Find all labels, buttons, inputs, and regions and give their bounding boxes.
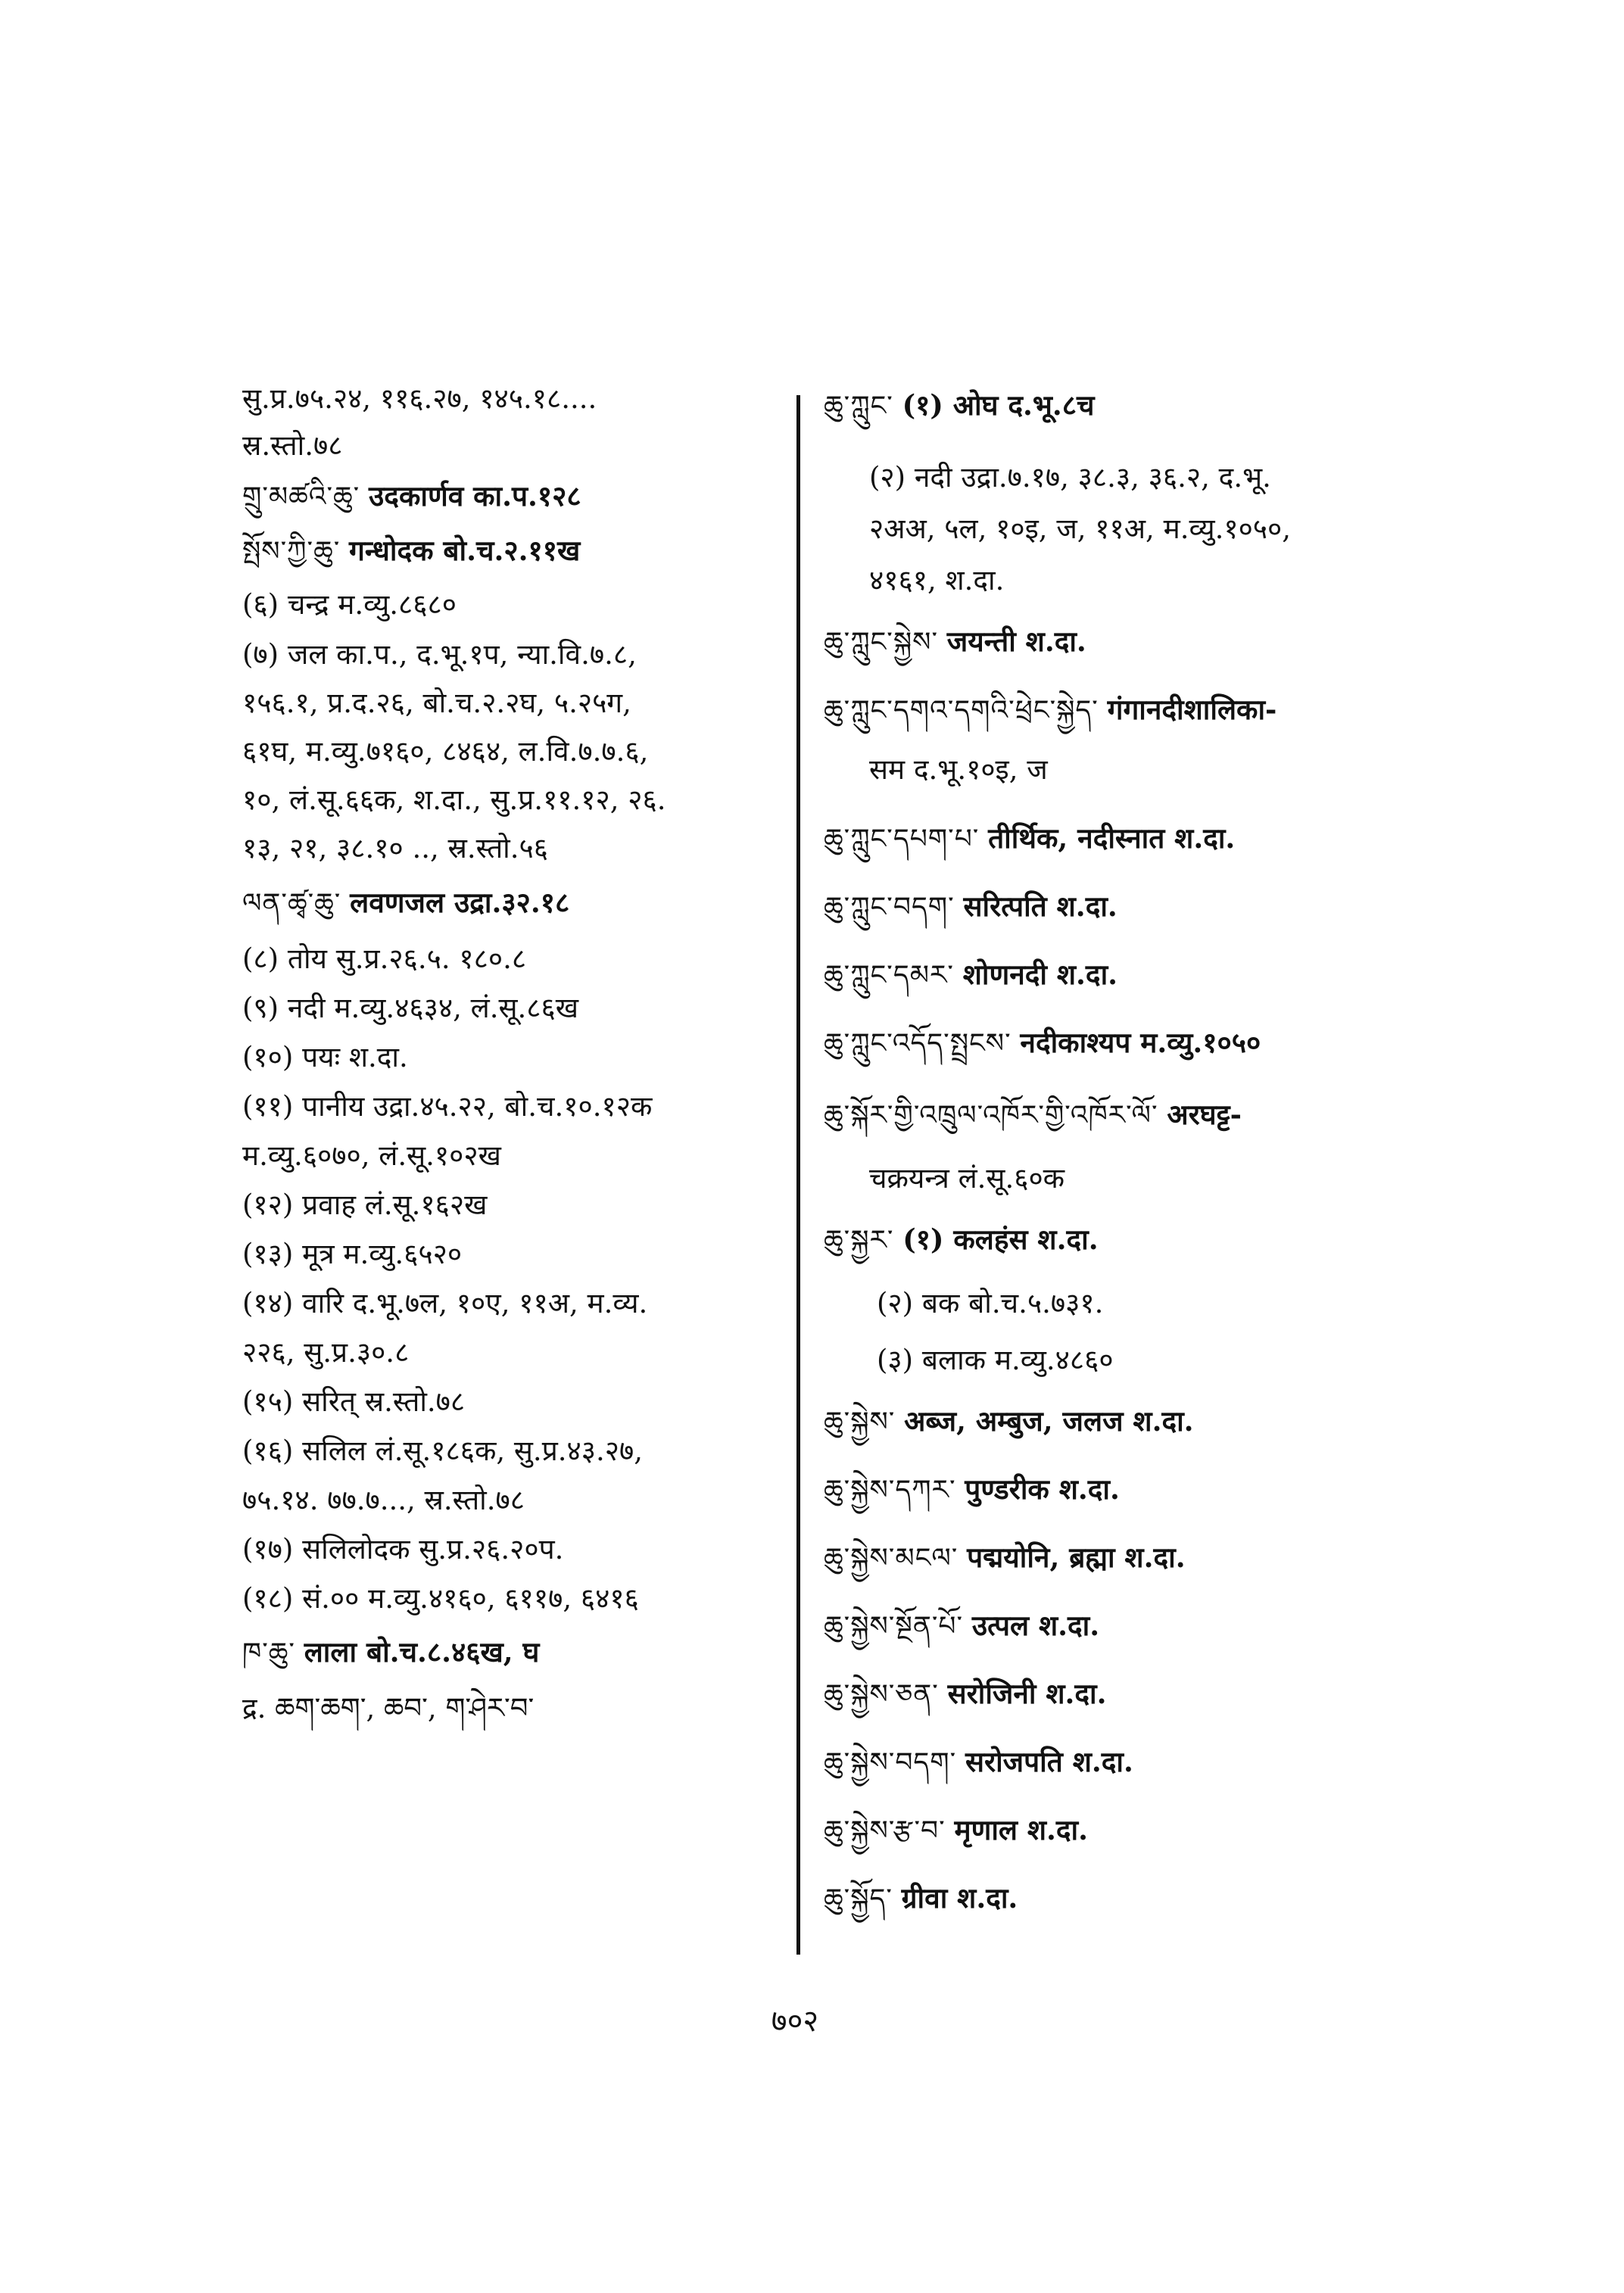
left-entry-udakarnava: གྲུ་མཚའི་ཆུ་ उदकार्णव का.प.१२८ xyxy=(242,479,581,512)
left-line-vari-1: (१४) वारि द.भू.७ल, १०ए, ११अ, म.व्य. xyxy=(242,1287,648,1319)
left-line-1: सु.प्र.७५.२४, ११६.२७, १४५.१८.... xyxy=(242,382,597,415)
right-entry-utpala: ཆུ་སྐྱེས་སྔོན་པོ་ उत्पल श.दा. xyxy=(824,1609,1100,1642)
left-entry-lavanajala: ལན་ཚྭ་ཆུ་ लवणजल उद्रा.३२.१८ xyxy=(242,886,570,919)
tibetan-headword: ཆུ་སྐྱེས་མངལ་ xyxy=(824,1543,959,1574)
tibetan-headword: ཆུ་སྐྱེས་སྔོན་པོ་ xyxy=(824,1611,964,1642)
tibetan-headword: ཆུ་སྐྱར་ xyxy=(824,1225,894,1256)
left-line-see-also: द्र. ཆག་ཆག་, ཆབ་, ག་ཤེར་བ་ xyxy=(242,1692,535,1724)
right-entry-nadikashyapa: ཆུ་ཀླུང་འདོད་སྤྲངས་ नदीकाश्यप म.व्यु.१०५० xyxy=(824,1026,1261,1059)
right-entry-ogha: ཆུ་ཀླུང་ (१) ओघ द.भू.८च xyxy=(824,388,1095,422)
tibetan-headword: ལན་ཚྭ་ཆུ་ xyxy=(242,888,341,919)
left-line-2: स्र.स्तो.७८ xyxy=(242,429,343,462)
left-line-sam: (१८) सं.०० म.व्यु.४१६०, ६११७, ६४१६ xyxy=(242,1582,639,1615)
right-entry-griva: ཆུ་སྐྱོད་ ग्रीवा श.दा. xyxy=(824,1881,1018,1914)
right-line-chakrayantra: चक्रयन्त्र लं.सू.६०क xyxy=(869,1162,1065,1195)
right-entry-kalahamsa: ཆུ་སྐྱར་ (१) कलहंस श.दा. xyxy=(824,1223,1099,1256)
tibetan-headword: སྤོས་ཀྱི་ཆུ་ xyxy=(242,536,341,567)
right-entry-jayanti: ཆུ་ཀླུང་སྐྱེས་ जयन्ती श.दा. xyxy=(824,625,1086,658)
right-line-nadi-3: ४१६१, श.दा. xyxy=(869,564,1005,597)
right-entry-shonanadi: ཆུ་ཀླུང་དམར་ शोणनदी श.दा. xyxy=(824,958,1118,991)
column-divider xyxy=(796,395,800,1955)
tibetan-headword: ཆུ་ཀླུང་དམར་ xyxy=(824,960,954,991)
tibetan-headword: གྲུ་མཚའི་ཆུ་ xyxy=(242,481,360,512)
left-entry-lala: ཁ་ཆུ་ लाला बो.च.८.४६ख, घ xyxy=(242,1635,540,1668)
right-entry-pundarika: ཆུ་སྐྱེས་དཀར་ पुण्डरीक श.दा. xyxy=(824,1472,1120,1506)
tibetan-headword: ཆུ་ཀླུང་དགའ་དགའི་ཕྲེང་སྐྱེད་ xyxy=(824,695,1099,726)
left-line-payah: (१०) पयः श.दा. xyxy=(242,1041,408,1073)
right-entry-ganganadi: ཆུ་ཀླུང་དགའ་དགའི་ཕྲེང་སྐྱེད་ गंगानदीशालिका- xyxy=(824,693,1277,726)
tibetan-headword: ཆུ་ཀླུང་དཔག་པ་ xyxy=(824,824,980,855)
left-line-jala-5: १३, २१, ३८.१० .., स्र.स्तो.५६ xyxy=(242,832,548,865)
tibetan-headword: ཆུ་སྐྱེས་དཀར་ xyxy=(824,1475,956,1506)
right-entry-araghatta: ཆུ་སྐོར་གྱི་འཁྲུལ་འཁོར་གྱི་འཁོར་ལོ་ अरघट्ट- xyxy=(824,1098,1242,1131)
left-line-jala-1: (७) जल का.प., द.भू.१प, न्या.वि.७.८, xyxy=(242,638,637,671)
tibetan-headword: ཆུ་ཀླུང་འདོད་སྤྲངས་ xyxy=(824,1028,1011,1059)
right-line-nadi-2: २अअ, ५ल, १०इ, ज, ११अ, म.व्यु.१०५०, xyxy=(869,512,1292,545)
tibetan-headword: ཆུ་སྐྱེས་རྩ་བ་ xyxy=(824,1815,946,1846)
right-entry-padmayoni: ཆུ་སྐྱེས་མངལ་ पद्मयोनि, ब्रह्मा श.दा. xyxy=(824,1541,1186,1574)
left-line-sarit: (१५) सरित् स्र.स्तो.७८ xyxy=(242,1385,466,1418)
left-entry-gandhodaka: སྤོས་ཀྱི་ཆུ་ गन्धोदक बो.च.२.११ख xyxy=(242,534,581,567)
left-line-salilodaka: (१७) सलिलोदक सु.प्र.२६.२०प. xyxy=(242,1533,564,1566)
tibetan-headword: ཆུ་སྐྱེས་ xyxy=(824,1407,896,1438)
page-number: ७०२ xyxy=(771,2004,819,2039)
right-entry-sarojini: ཆུ་སྐྱེས་ཅན་ सरोजिनी श.दा. xyxy=(824,1677,1107,1710)
left-line-jala-4: १०, लं.सू.६६क, श.दा., सु.प्र.११.१२, २६. xyxy=(242,784,666,816)
tibetan-headword: ཆུ་སྐོར་གྱི་འཁྲུལ་འཁོར་གྱི་འཁོར་ལོ་ xyxy=(824,1100,1158,1131)
right-entry-mrinala: ཆུ་སྐྱེས་རྩ་བ་ मृणाल श.दा. xyxy=(824,1813,1089,1846)
right-entry-tirthika: ཆུ་ཀླུང་དཔག་པ་ तीर्थिक, नदीस्नात श.दा. xyxy=(824,821,1236,855)
right-line-sama: सम द.भू.१०इ, ज xyxy=(869,753,1048,786)
left-line-jala-3: ६१घ, म.व्यु.७१६०, ८४६४, ल.वि.७.७.६, xyxy=(242,735,649,768)
right-line-balaka: (३) बलाक म.व्यु.४८६० xyxy=(877,1344,1114,1376)
tibetan-headword: ཆུ་ཀླུང་ xyxy=(824,391,893,422)
tibetan-headword: ཆུ་སྐྱེས་བདག་ xyxy=(824,1747,957,1778)
left-line-nadi: (९) नदी म.व्यु.४६३४, लं.सू.८६ख xyxy=(242,992,579,1024)
left-line-pravaha: (१२) प्रवाह लं.सू.१६२ख xyxy=(242,1189,488,1221)
tibetan-headword: ཁ་ཆུ་ xyxy=(242,1637,295,1668)
left-line-chandra: (६) चन्द्र म.व्यु.८६८० xyxy=(242,588,457,621)
left-line-salila-1: (१६) सलिल लं.सू.१८६क, सु.प्र.४३.२७, xyxy=(242,1435,643,1467)
tibetan-headword: ཆུ་སྐྱོད་ xyxy=(824,1883,893,1914)
left-line-paniya-2: म.व्यु.६०७०, लं.सू.१०२ख xyxy=(242,1139,501,1172)
right-entry-sarojapati: ཆུ་སྐྱེས་བདག་ सरोजपति श.दा. xyxy=(824,1745,1133,1778)
right-line-nadi-1: (२) नदी उद्रा.७.१७, ३८.३, ३६.२, द.भू. xyxy=(869,461,1271,494)
left-line-toya: (८) तोय सु.प्र.२६.५. १८०.८ xyxy=(242,942,527,975)
left-line-salila-2: ७५.१४. ७७.७..., स्र.स्तो.७८ xyxy=(242,1484,525,1516)
right-line-baka: (२) बक बो.च.५.७३१. xyxy=(877,1287,1104,1319)
left-line-mutra: (१३) मूत्र म.व्यु.६५२० xyxy=(242,1238,463,1270)
right-entry-abja: ཆུ་སྐྱེས་ अब्ज, अम्बुज, जलज श.दा. xyxy=(824,1404,1194,1438)
left-line-vari-2: २२६, सु.प्र.३०.८ xyxy=(242,1336,410,1369)
tibetan-headword: ཆུ་ཀླུང་སྐྱེས་ xyxy=(824,627,939,658)
tibetan-headword: ཆུ་ཀླུང་བདག་ xyxy=(824,892,955,923)
left-line-paniya-1: (११) पानीय उद्रा.४५.२२, बो.च.१०.१२क xyxy=(242,1090,653,1123)
left-line-jala-2: १५६.१, प्र.द.२६, बो.च.२.२घ, ५.२५ग, xyxy=(242,687,631,719)
right-entry-saritpati: ཆུ་ཀླུང་བདག་ सरित्पति श.दा. xyxy=(824,889,1117,923)
tibetan-headword: ཆུ་སྐྱེས་ཅན་ xyxy=(824,1679,939,1710)
